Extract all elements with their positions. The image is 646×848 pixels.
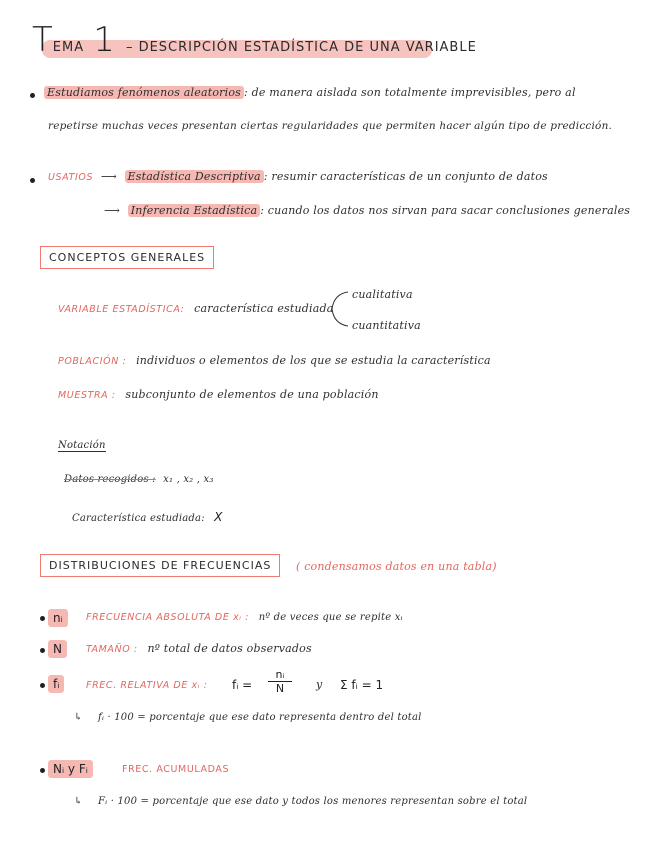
N-symbol: N bbox=[48, 640, 67, 658]
muestra-text: subconjunto de elementos de una población bbox=[125, 388, 379, 401]
usos-line-1 bbox=[48, 170, 548, 183]
variable-opt2: cuantitativa bbox=[352, 319, 421, 332]
datos-label: Datos recogidos : bbox=[64, 474, 156, 485]
N-text: nº total de datos observados bbox=[147, 642, 312, 655]
fi-sum: Σ fᵢ = 1 bbox=[340, 678, 384, 692]
fi-note: fᵢ · 100 = porcentaje que ese dato representa dentro del total bbox=[97, 712, 422, 723]
return-arrow-icon: ↳ bbox=[74, 796, 83, 807]
usos-item2-highlight: Inferencia Estadística bbox=[128, 204, 261, 217]
intro-highlight: Estudiamos fenómenos aleatorios bbox=[44, 86, 244, 99]
usos-item1-highlight: Estadística Descriptiva bbox=[125, 170, 264, 183]
usos-item1-rest: : resumir características de un conjunto de datos bbox=[263, 170, 548, 183]
notacion-label: Notación bbox=[58, 440, 106, 451]
title-number: 1 bbox=[93, 20, 115, 60]
distribuciones-heading: DISTRIBUCIONES DE FRECUENCIAS bbox=[40, 554, 280, 577]
acc-label: FREC. ACUMULADAS bbox=[122, 764, 230, 775]
title-rest: EMA bbox=[52, 40, 85, 55]
variable-text: característica estudiada bbox=[194, 302, 334, 315]
bullet bbox=[30, 93, 35, 98]
variable-label: VARIABLE ESTADÍSTICA: bbox=[58, 304, 185, 315]
fi-fraction bbox=[268, 668, 292, 695]
fi-numerator: nᵢ bbox=[268, 668, 292, 682]
bullet bbox=[40, 683, 45, 688]
variable-opt1: cualitativa bbox=[352, 288, 413, 301]
fi-symbol: fᵢ bbox=[48, 675, 64, 693]
datos-vals: x₁ , x₂ , x₃ bbox=[163, 474, 214, 485]
ni-label: FRECUENCIA ABSOLUTA DE xᵢ : bbox=[86, 612, 250, 623]
acc-note: Fᵢ · 100 = porcentaje que ese dato y todos los menores representan sobre el total bbox=[97, 796, 528, 807]
intro-line-1 bbox=[44, 86, 576, 99]
muestra-label: MUESTRA : bbox=[58, 390, 116, 401]
muestra-row bbox=[58, 388, 379, 401]
arrow-icon: ⟶ bbox=[104, 204, 120, 217]
return-arrow-icon: ↳ bbox=[74, 712, 83, 723]
poblacion-text: individuos o elementos de los que se estudia la característica bbox=[136, 354, 491, 367]
title-letter: T bbox=[32, 20, 53, 60]
ni-symbol: nᵢ bbox=[48, 609, 68, 627]
fi-formula-left: fᵢ = bbox=[232, 678, 253, 692]
N-label: TAMAÑO : bbox=[86, 644, 138, 655]
acc-symbol: Nᵢ y Fᵢ bbox=[48, 760, 93, 778]
acc-note-row bbox=[74, 796, 527, 807]
N-row bbox=[86, 642, 312, 655]
fi-denominator: N bbox=[275, 682, 285, 695]
usos-item2-rest: : cuando los datos nos sirvan para sacar conclusiones generales bbox=[260, 204, 631, 217]
page-title bbox=[32, 20, 477, 60]
fi-row bbox=[86, 678, 208, 691]
conceptos-heading: CONCEPTOS GENERALES bbox=[40, 246, 214, 269]
bullet bbox=[40, 616, 45, 621]
variable-row bbox=[58, 302, 334, 315]
intro-line-2: repetirse muchas veces presentan ciertas regularidades que permiten hacer algún tipo de predicción. bbox=[48, 120, 613, 132]
bullet bbox=[30, 178, 35, 183]
poblacion-row bbox=[58, 354, 491, 367]
bullet bbox=[40, 648, 45, 653]
fi-and: y bbox=[316, 678, 323, 691]
distribuciones-note: ( condensamos datos en una tabla) bbox=[296, 560, 497, 573]
poblacion-label: POBLACIÓN : bbox=[58, 356, 127, 367]
usos-line-2 bbox=[104, 204, 630, 217]
fi-label: FREC. RELATIVA DE xᵢ : bbox=[86, 680, 208, 691]
title-subtitle: – DESCRIPCIÓN ESTADÍSTICA DE UNA VARIABLE bbox=[125, 40, 477, 55]
datos-row bbox=[64, 474, 214, 485]
caract-val: X bbox=[214, 510, 223, 524]
ni-text: nº de veces que se repite xᵢ bbox=[258, 612, 403, 623]
fi-note-row bbox=[74, 712, 422, 723]
usos-label: USATIOS bbox=[48, 172, 94, 183]
intro-line1-rest: : de manera aislada son totalmente imprevisibles, pero al bbox=[244, 86, 576, 99]
bullet bbox=[40, 768, 45, 773]
arrow-icon: ⟶ bbox=[100, 170, 117, 183]
ni-row bbox=[86, 610, 403, 623]
caract-row bbox=[72, 510, 223, 524]
brace-icon bbox=[328, 288, 350, 330]
caract-label: Característica estudiada: bbox=[72, 513, 205, 524]
